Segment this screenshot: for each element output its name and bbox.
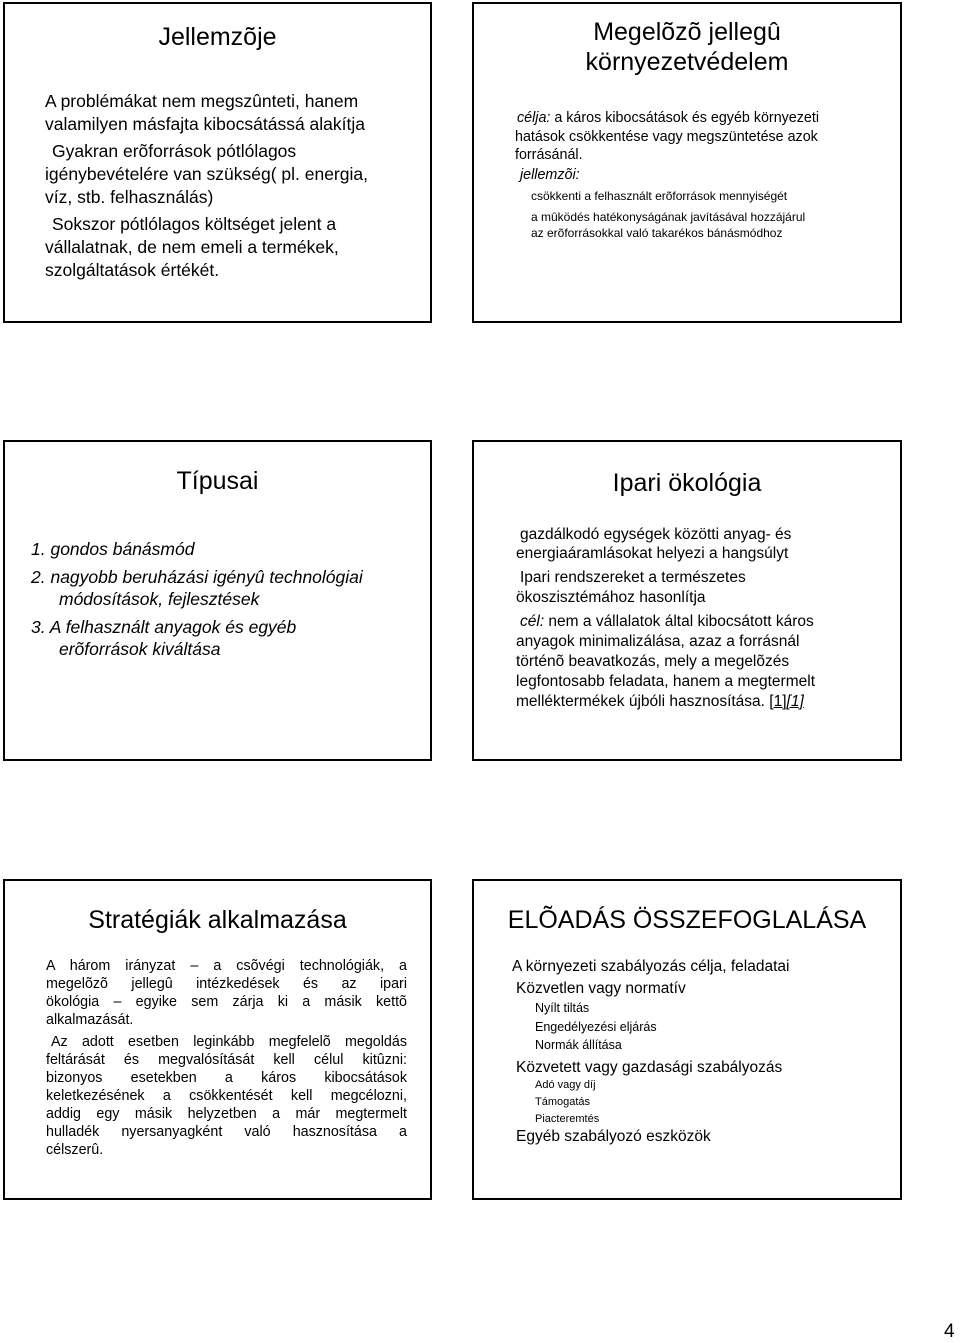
label-jellemzoi: jellemzõi: xyxy=(520,167,580,183)
text-line: szolgáltatások értékét. xyxy=(45,260,220,280)
text-span: nem a vállalatok által kibocsátott káros xyxy=(544,613,814,630)
text-span: melléktermékek újbóli hasznosítása. xyxy=(516,693,770,710)
text-line xyxy=(520,612,814,631)
text-line: igénybevételére van szükség( pl. energia, xyxy=(45,164,368,184)
slide-ipari-okologia xyxy=(472,440,902,761)
paragraph-line: alkalmazását. xyxy=(46,1012,134,1028)
text-line: legfontosabb feladata, hanem a megtermelt xyxy=(516,673,815,690)
paragraph-line: bizonyos esetekben a káros kibocsátások xyxy=(46,1070,407,1086)
slide-title: Típusai xyxy=(176,467,259,495)
list-item: 3. A felhasznált anyagok és egyéb xyxy=(31,617,297,637)
text-line: A problémákat nem megszûnteti, hanem xyxy=(45,91,359,111)
paragraph-line: Az adott esetben leginkább megfelelõ megoldás xyxy=(51,1034,407,1050)
paragraph-line: addig egy másik helyzetben a már megtermelt xyxy=(46,1106,407,1122)
text-line: hatások csökkentése vagy megszüntetése azok xyxy=(515,129,818,145)
outline-level-3: Normák állítása xyxy=(535,1038,622,1052)
text-line: valamilyen másfajta kibocsátássá alakítja xyxy=(45,114,366,134)
paragraph-line: keletkezésének a csökkentését kell megcélozni, xyxy=(46,1088,407,1104)
text-line: csökkenti a felhasznált erõforrások mennyiségét xyxy=(531,189,788,203)
reference-link[interactable]: [1] xyxy=(786,693,804,710)
slide-title-line-2: környezetvédelem xyxy=(585,48,789,76)
outline-level-1: A környezeti szabályozás célja, feladatai xyxy=(512,958,790,975)
list-item: 1. gondos bánásmód xyxy=(31,539,195,559)
paragraph-line: hulladék nyersanyagként való hasznosítása a xyxy=(46,1124,407,1140)
paragraph-line: A három irányzat – a csõvégi technológiák, a xyxy=(46,958,407,974)
text-line: Gyakran erõforrások pótlólagos xyxy=(52,141,297,161)
paragraph-line: célszerû. xyxy=(46,1142,104,1158)
outline-level-3: Piacteremtés xyxy=(535,1113,600,1125)
slide-strategiak-alkalmazasa xyxy=(3,879,432,1200)
text-line: Sokszor pótlólagos költséget jelent a xyxy=(52,214,337,234)
slide-tipusai xyxy=(3,440,432,761)
text-line: anyagok minimalizálása, azaz a forrásnál xyxy=(516,633,800,650)
outline-level-2: Egyéb szabályozó eszközök xyxy=(516,1128,711,1145)
outline-level-2: Közvetlen vagy normatív xyxy=(516,980,686,997)
outline-level-2: Közvetett vagy gazdasági szabályozás xyxy=(516,1059,783,1076)
slide-title: Ipari ökológia xyxy=(612,469,762,497)
text-line: víz, stb. felhasználás) xyxy=(45,187,214,207)
outline-level-3: Nyílt tiltás xyxy=(535,1001,590,1015)
paragraph-line: feltárását és megvalósítását kell célul kitûzni: xyxy=(46,1052,407,1068)
text-span: a káros kibocsátások és egyéb környezeti xyxy=(550,110,819,126)
slide-megelozo-kornyezetvedelem xyxy=(472,2,902,323)
paragraph-line: ökológia – egyike sem zárja ki a másik kettõ xyxy=(46,994,407,1010)
slide-jellemzoje xyxy=(3,2,432,323)
text-line xyxy=(516,692,804,711)
text-line: energiaáramlásokat helyezi a hangsúlyt xyxy=(516,545,789,562)
text-line: ökoszisztémához hasonlítja xyxy=(516,589,706,606)
slide-title: Stratégiák alkalmazása xyxy=(88,906,347,934)
paragraph-line: megelõzõ jellegû intézkedések és az ipari xyxy=(46,976,407,992)
label-celja: célja: xyxy=(517,110,551,126)
list-item-continuation: módosítások, fejlesztések xyxy=(59,589,260,609)
text-line: forrásánál. xyxy=(515,147,583,163)
text-line: gazdálkodó egységek közötti anyag- és xyxy=(520,526,792,543)
outline-level-3: Adó vagy díj xyxy=(535,1079,596,1091)
page-number: 4 xyxy=(944,1321,955,1342)
outline-level-3: Engedélyezési eljárás xyxy=(535,1020,657,1034)
text-line: vállalatnak, de nem emeli a termékek, xyxy=(45,237,339,257)
outline-level-3: Támogatás xyxy=(535,1096,591,1108)
list-item-continuation: erõforrások kiváltása xyxy=(59,639,221,659)
list-item: 2. nagyobb beruházási igényû technológiai xyxy=(31,567,363,587)
slide-title: ELÕADÁS ÖSSZEFOGLALÁSA xyxy=(507,906,867,934)
text-line: történõ beavatkozás, mely a megelõzés xyxy=(516,653,790,670)
slide-eloadas-osszefoglalasa xyxy=(472,879,902,1200)
slide-title: Jellemzõje xyxy=(158,23,277,51)
text-line: Ipari rendszereket a természetes xyxy=(520,569,746,586)
text-line xyxy=(517,109,819,127)
reference-link[interactable]: [1] xyxy=(769,693,787,710)
label-cel: cél: xyxy=(520,613,545,630)
text-line: az erõforrásokkal való takarékos bánásmódhoz xyxy=(531,226,783,240)
text-line: a mûködés hatékonyságának javításával hozzájárul xyxy=(531,210,806,224)
slide-title-line-1: Megelõzõ jellegû xyxy=(593,18,781,46)
